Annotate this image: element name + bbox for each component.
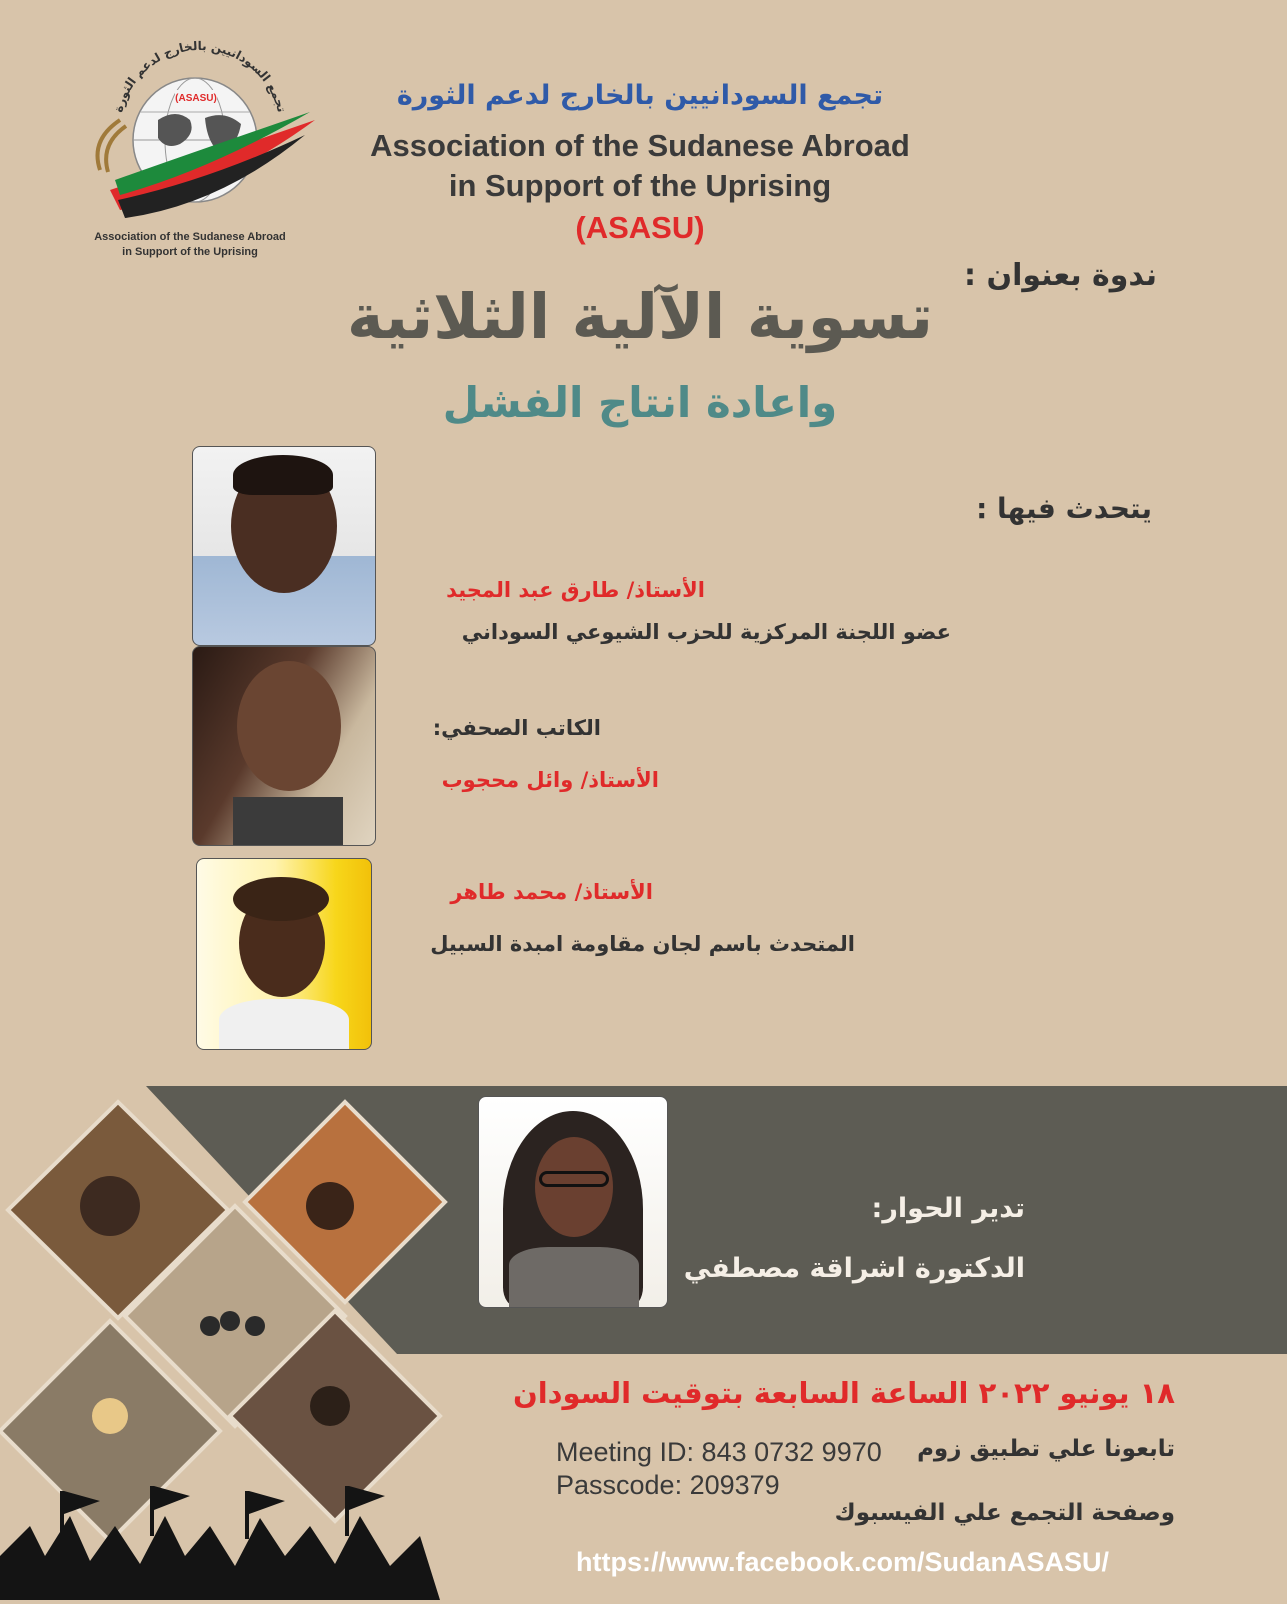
speaker-3-photo (196, 858, 372, 1050)
zoom-follow-text: تابعونا علي تطبيق زوم (917, 1436, 1175, 1462)
globe-logo-icon (80, 40, 320, 240)
logo-caption-line1: Association of the Sudanese Abroad (94, 231, 286, 243)
org-abbreviation: (ASASU) (575, 210, 705, 245)
zoom-passcode: Passcode: 209379 (556, 1470, 780, 1500)
protest-collage-image (0, 1086, 460, 1600)
facebook-page-label: وصفحة التجمع علي الفيسبوك (834, 1500, 1175, 1526)
logo-arc-text: تجمع السودانيين بالخارج لدعم الثورة (111, 40, 289, 114)
org-name-english-line1: Association of the Sudanese Abroad (370, 128, 910, 163)
speaker-1-description: عضو اللجنة المركزية للحزب الشيوعي السوداني (461, 620, 951, 644)
moderator-name: الدكتورة اشراقة مصطفي (683, 1253, 1025, 1284)
event-date-time: ١٨ يونيو ٢٠٢٢ الساعة السابعة بتوقيت السودان (512, 1376, 1175, 1410)
moderator-photo (478, 1096, 668, 1308)
speaker-2-role: الكاتب الصحفي: (432, 716, 601, 740)
seminar-subtitle: واعادة انتاج الفشل (442, 378, 838, 427)
facebook-url-link[interactable]: https://www.facebook.com/SudanASASU/ (576, 1547, 1110, 1577)
speakers-label: يتحدث فيها : (976, 492, 1152, 525)
org-name-english-line2: in Support of the Uprising (448, 168, 832, 203)
seminar-title: تسوية الآلية الثلاثية (346, 280, 933, 353)
protest-collage (0, 1086, 460, 1600)
speaker-3-description: المتحدث باسم لجان مقاومة امبدة السبيل (430, 932, 855, 956)
logo-caption (80, 230, 300, 260)
speaker-1-name: الأستاذ/ طارق عبد المجيد (446, 578, 705, 602)
speaker-1-photo (192, 446, 376, 646)
org-name-arabic: تجمع السودانيين بالخارج لدعم الثورة (396, 80, 884, 111)
logo-badge: (ASASU) (175, 93, 217, 104)
seminar-label: ندوة بعنوان : (964, 258, 1157, 293)
speaker-3-name: الأستاذ/ محمد طاهر (450, 880, 653, 904)
logo-caption-line2: in Support of the Uprising (122, 246, 258, 258)
moderator-label: تدير الحوار: (871, 1193, 1025, 1224)
speaker-2-name: الأستاذ/ وائل محجوب (441, 768, 659, 792)
zoom-meeting-id: Meeting ID: 843 0732 9970 (556, 1437, 882, 1467)
speaker-2-photo (192, 646, 376, 846)
